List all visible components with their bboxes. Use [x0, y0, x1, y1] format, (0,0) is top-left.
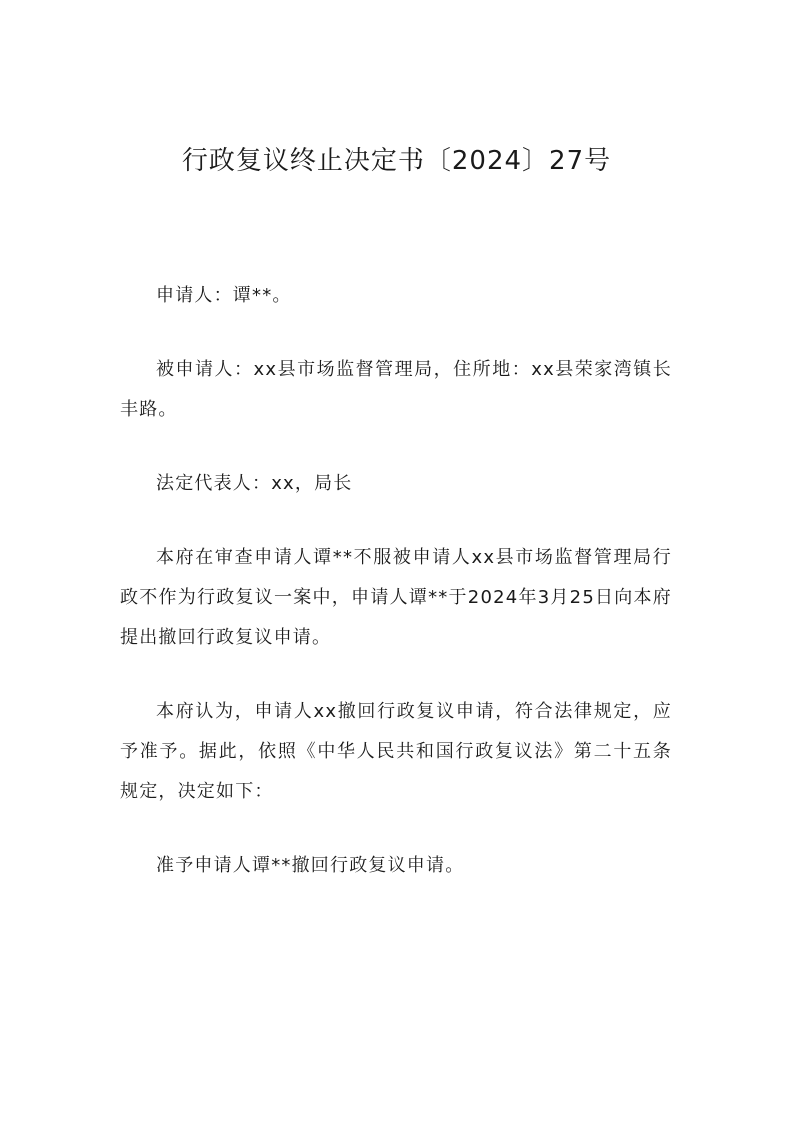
document-body: [120, 276, 672, 920]
applicant-paragraph: 申请人：谭**。: [156, 285, 292, 306]
respondent-paragraph: 被申请人：xx县市场监督管理局，住所地：xx县荣家湾镇长丰路。: [120, 359, 672, 420]
opinion-paragraph: 本府认为，申请人xx撤回行政复议申请，符合法律规定，应予准予。据此，依照《中华人民共和国行政复议法》第二十五条规定，决定如下：: [120, 701, 672, 802]
legal-representative-paragraph: 法定代表人：xx，局长: [156, 473, 353, 494]
document-title: 行政复议终止决定书〔2024〕27号: [181, 146, 612, 177]
decision-paragraph: 准予申请人谭**撤回行政复议申请。: [156, 855, 465, 876]
case-review-paragraph: 本府在审查申请人谭**不服被申请人xx县市场监督管理局行政不作为行政复议一案中，申请人谭**于2024年3月25日向本府提出撤回行政复议申请。: [120, 547, 672, 648]
